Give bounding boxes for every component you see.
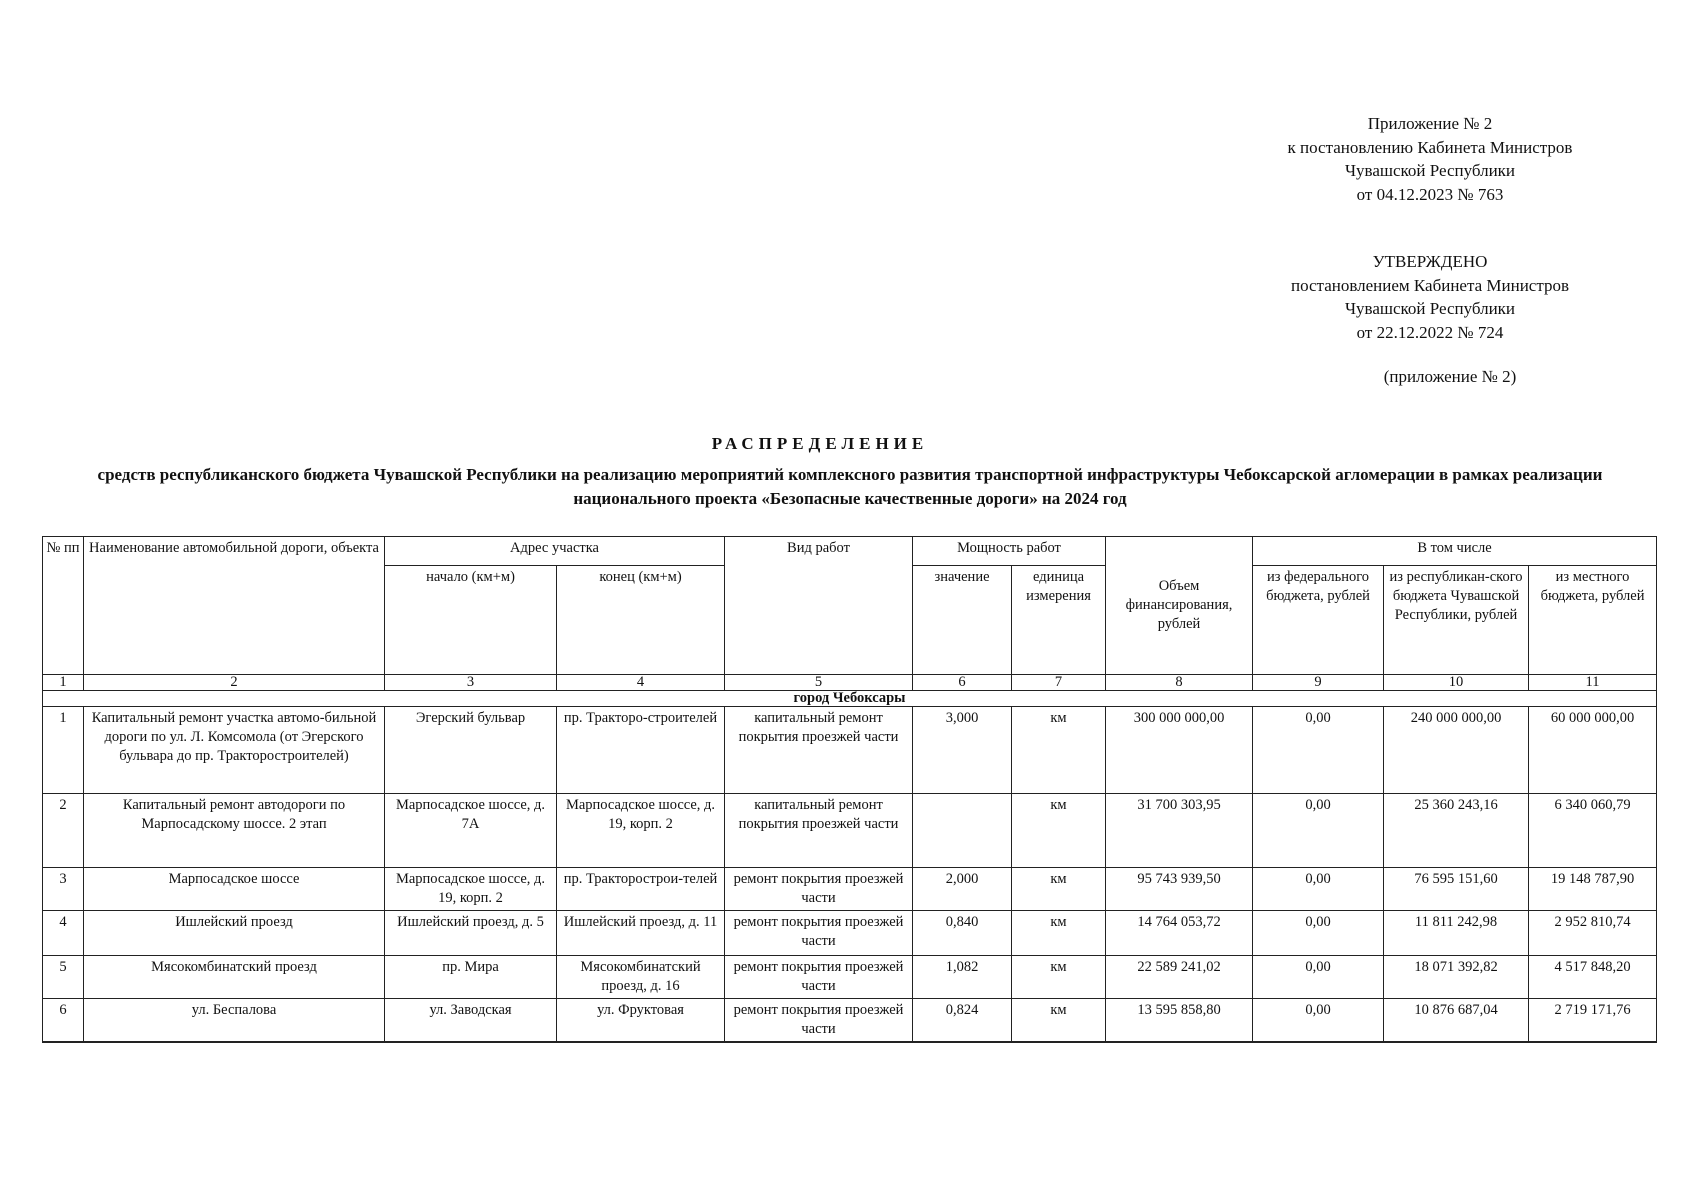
header-federal: из федерального бюджета, рублей — [1253, 566, 1384, 675]
header-end: конец (км+м) — [557, 566, 725, 675]
cell-local: 19 148 787,90 — [1529, 868, 1657, 911]
cell-work: капитальный ремонт покрытия проезжей части — [725, 707, 913, 794]
appendix-line: Приложение № 2 — [1367, 114, 1493, 133]
cell-federal: 0,00 — [1253, 868, 1384, 911]
cell-end: пр. Тракторострои-телей — [557, 868, 725, 911]
cell-unit: км — [1012, 956, 1106, 999]
cell-unit: км — [1012, 707, 1106, 794]
column-number: 6 — [913, 675, 1012, 691]
appendix-block — [1240, 112, 1620, 206]
section-heading: город Чебоксары — [43, 691, 1657, 707]
cell-financing: 300 000 000,00 — [1106, 707, 1253, 794]
approved-line: постановлением Кабинета Министров — [1290, 275, 1570, 295]
table-row — [43, 794, 1657, 868]
cell-financing: 22 589 241,02 — [1106, 956, 1253, 999]
header-capacity: Мощность работ — [913, 537, 1106, 566]
cell-n: 4 — [43, 911, 84, 956]
cell-value — [913, 794, 1012, 868]
table-row — [43, 999, 1657, 1043]
cell-end: ул. Фруктовая — [557, 999, 725, 1043]
cell-start: Марпосадское шоссе, д. 19, корп. 2 — [385, 868, 557, 911]
cell-n: 2 — [43, 794, 84, 868]
cell-end: Марпосадское шоссе, д. 19, корп. 2 — [557, 794, 725, 868]
cell-work: ремонт покрытия проезжей части — [725, 956, 913, 999]
header-financing: Объем финансирования, рублей — [1106, 537, 1253, 675]
column-number: 4 — [557, 675, 725, 691]
cell-start: ул. Заводская — [385, 999, 557, 1043]
cell-financing: 13 595 858,80 — [1106, 999, 1253, 1043]
cell-financing: 95 743 939,50 — [1106, 868, 1253, 911]
cell-unit: км — [1012, 999, 1106, 1043]
cell-unit: км — [1012, 868, 1106, 911]
header-name: Наименование автомобильной дороги, объекта — [84, 537, 385, 675]
column-number: 3 — [385, 675, 557, 691]
header-num: № пп — [43, 537, 84, 675]
cell-republic: 10 876 687,04 — [1384, 999, 1529, 1043]
header-address: Адрес участка — [385, 537, 725, 566]
table-row — [43, 911, 1657, 956]
cell-value: 0,840 — [913, 911, 1012, 956]
cell-republic: 11 811 242,98 — [1384, 911, 1529, 956]
cell-value: 0,824 — [913, 999, 1012, 1043]
cell-local: 60 000 000,00 — [1529, 707, 1657, 794]
cell-name: ул. Беспалова — [84, 999, 385, 1043]
cell-local: 2 719 171,76 — [1529, 999, 1657, 1043]
cell-work: ремонт покрытия проезжей части — [725, 911, 913, 956]
cell-unit: км — [1012, 911, 1106, 956]
cell-republic: 18 071 392,82 — [1384, 956, 1529, 999]
cell-start: Марпосадское шоссе, д. 7А — [385, 794, 557, 868]
appendix-line: Чувашской Республики — [1344, 161, 1516, 180]
cell-unit: км — [1012, 794, 1106, 868]
header-including: В том числе — [1253, 537, 1657, 566]
cell-financing: 31 700 303,95 — [1106, 794, 1253, 868]
cell-name: Капитальный ремонт автодороги по Марпосадскому шоссе. 2 этап — [84, 794, 385, 868]
cell-value: 3,000 — [913, 707, 1012, 794]
column-number: 5 — [725, 675, 913, 691]
header-start: начало (км+м) — [385, 566, 557, 675]
cell-federal: 0,00 — [1253, 956, 1384, 999]
header-republic: из республикан-ского бюджета Чувашской Республики, рублей — [1384, 566, 1529, 675]
cell-start: Эгерский бульвар — [385, 707, 557, 794]
cell-n: 5 — [43, 956, 84, 999]
distribution-table — [42, 536, 1657, 1043]
cell-n: 3 — [43, 868, 84, 911]
document-title: РАСПРЕДЕЛЕНИЕ — [711, 434, 929, 453]
column-number: 7 — [1012, 675, 1106, 691]
column-number: 8 — [1106, 675, 1253, 691]
cell-republic: 76 595 151,60 — [1384, 868, 1529, 911]
column-number: 9 — [1253, 675, 1384, 691]
table-row — [43, 956, 1657, 999]
cell-financing: 14 764 053,72 — [1106, 911, 1253, 956]
appendix-line: от 04.12.2023 № 763 — [1356, 184, 1504, 204]
cell-name: Марпосадское шоссе — [84, 868, 385, 911]
cell-n: 1 — [43, 707, 84, 794]
approved-line: от 22.12.2022 № 724 — [1356, 322, 1504, 342]
appendix-line: к постановлению Кабинета Министров — [1287, 137, 1573, 157]
document-subtitle: средств республиканского бюджета Чувашской Республики на реализацию мероприятий комплексного развития транспортной инфраструктуры Чебоксарской агломерации в рамках реализации национального проекта «Безопасные качественные дороги» на 2024 год — [97, 465, 1603, 508]
cell-end: Мясокомбинатский проезд, д. 16 — [557, 956, 725, 999]
cell-end: пр. Тракторо-строителей — [557, 707, 725, 794]
cell-republic: 25 360 243,16 — [1384, 794, 1529, 868]
cell-local: 6 340 060,79 — [1529, 794, 1657, 868]
cell-value: 1,082 — [913, 956, 1012, 999]
cell-work: ремонт покрытия проезжей части — [725, 868, 913, 911]
cell-work: капитальный ремонт покрытия проезжей части — [725, 794, 913, 868]
column-number: 10 — [1384, 675, 1529, 691]
cell-republic: 240 000 000,00 — [1384, 707, 1529, 794]
cell-local: 4 517 848,20 — [1529, 956, 1657, 999]
annex-note: (приложение № 2) — [1383, 367, 1517, 386]
cell-end: Ишлейский проезд, д. 11 — [557, 911, 725, 956]
table-row — [43, 868, 1657, 911]
approved-block — [1240, 250, 1620, 344]
cell-federal: 0,00 — [1253, 707, 1384, 794]
header-value: значение — [913, 566, 1012, 675]
cell-start: пр. Мира — [385, 956, 557, 999]
cell-start: Ишлейский проезд, д. 5 — [385, 911, 557, 956]
cell-federal: 0,00 — [1253, 999, 1384, 1043]
cell-value: 2,000 — [913, 868, 1012, 911]
cell-work: ремонт покрытия проезжей части — [725, 999, 913, 1043]
table-row — [43, 707, 1657, 794]
column-number: 11 — [1529, 675, 1657, 691]
column-number: 1 — [43, 675, 84, 691]
cell-name: Ишлейский проезд — [84, 911, 385, 956]
cell-n: 6 — [43, 999, 84, 1043]
column-number: 2 — [84, 675, 385, 691]
cell-federal: 0,00 — [1253, 911, 1384, 956]
header-unit: единица измерения — [1012, 566, 1106, 675]
cell-name: Капитальный ремонт участка автомо-бильной дороги по ул. Л. Комсомола (от Эгерского бульвара до пр. Тракторостроителей) — [84, 707, 385, 794]
header-work-type: Вид работ — [725, 537, 913, 675]
approved-line: УТВЕРЖДЕНО — [1372, 252, 1488, 271]
cell-name: Мясокомбинатский проезд — [84, 956, 385, 999]
cell-federal: 0,00 — [1253, 794, 1384, 868]
cell-local: 2 952 810,74 — [1529, 911, 1657, 956]
approved-line: Чувашской Республики — [1344, 299, 1516, 318]
header-local: из местного бюджета, рублей — [1529, 566, 1657, 675]
